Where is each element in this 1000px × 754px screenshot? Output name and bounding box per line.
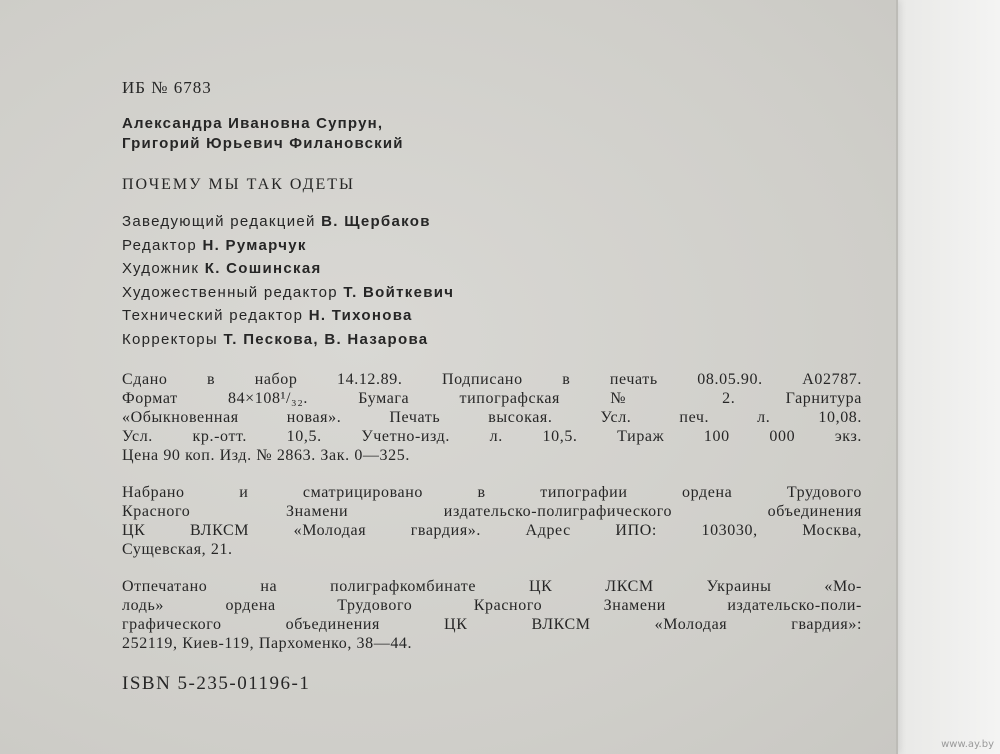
print-details — [122, 370, 862, 465]
credit-role: Художник — [122, 260, 200, 278]
print-details-line: Усл. кр.-отт. 10,5. Учетно-изд. л. 10,5. Тираж 100 000 экз. — [122, 427, 862, 445]
print-details-line: Цена 90 коп. Изд. № 2863. Зак. 0—325. — [122, 446, 410, 464]
typesetting-line: ЦК ВЛКСМ «Молодая гвардия». Адрес ИПО: 103030, Москва, — [122, 521, 862, 539]
credit-role: Технический редактор — [122, 307, 304, 325]
typesetting-line: Набрано и сматрицировано в типографии ордена Трудового — [122, 483, 862, 501]
credit-row — [122, 210, 862, 234]
print-details-line: Сдано в набор 14.12.89. Подписано в печать 08.05.90. А02787. — [122, 370, 862, 388]
credit-row — [122, 328, 862, 352]
credit-name: К. Сошинская — [204, 260, 322, 278]
credit-row — [122, 234, 862, 258]
credit-name: Т. Войткевич — [343, 283, 455, 301]
typesetting-info — [122, 483, 862, 559]
print-details-line: «Обыкновенная новая». Печать высокая. Усл. печ. л. 10,08. — [122, 408, 862, 426]
printing-house-info — [122, 577, 862, 653]
credit-name: Н. Тихонова — [308, 307, 413, 325]
printing-line: графического объединения ЦК ВЛКСМ «Молодая гвардия»: — [122, 615, 862, 633]
staff-credits — [122, 210, 862, 352]
publisher-id: ИБ № 6783 — [122, 78, 212, 97]
printing-line: 252119, Киев-119, Пархоменко, 38—44. — [122, 634, 413, 652]
credit-name: В. Щербаков — [321, 213, 431, 230]
typesetting-line: Сущевская, 21. — [122, 540, 233, 558]
credit-row — [122, 304, 862, 328]
author-line: Александра Ивановна Супрун, — [122, 115, 384, 132]
credit-role: Корректоры — [122, 330, 219, 348]
print-details-line: Формат 84×108¹/₃₂. Бумага типографская № 2. Гарнитура — [122, 389, 862, 407]
author-line: Григорий Юрьевич Филановский — [122, 135, 404, 152]
book-title: ПОЧЕМУ МЫ ТАК ОДЕТЫ — [122, 176, 355, 193]
credit-row — [122, 281, 862, 305]
credit-name: Т. Пескова, В. Назарова — [223, 330, 429, 348]
credit-role: Редактор — [122, 236, 197, 254]
typesetting-line: Красного Знамени издательско-полиграфического объединения — [122, 502, 862, 520]
credit-role: Заведующий редакцией — [122, 213, 316, 230]
isbn: ISBN 5-235-01196-1 — [122, 672, 311, 694]
colophon — [122, 78, 862, 695]
printing-line: Отпечатано на полиграфкомбинате ЦК ЛКСМ Украины «Мо- — [122, 577, 862, 595]
authors-block — [122, 114, 862, 154]
credit-role: Художественный редактор — [122, 283, 338, 301]
credit-row — [122, 257, 862, 281]
credit-name: Н. Румарчук — [202, 236, 307, 254]
watermark: www.ay.by — [941, 739, 994, 750]
printing-line: лодь» ордена Трудового Красного Знамени издательско-поли- — [122, 596, 862, 614]
